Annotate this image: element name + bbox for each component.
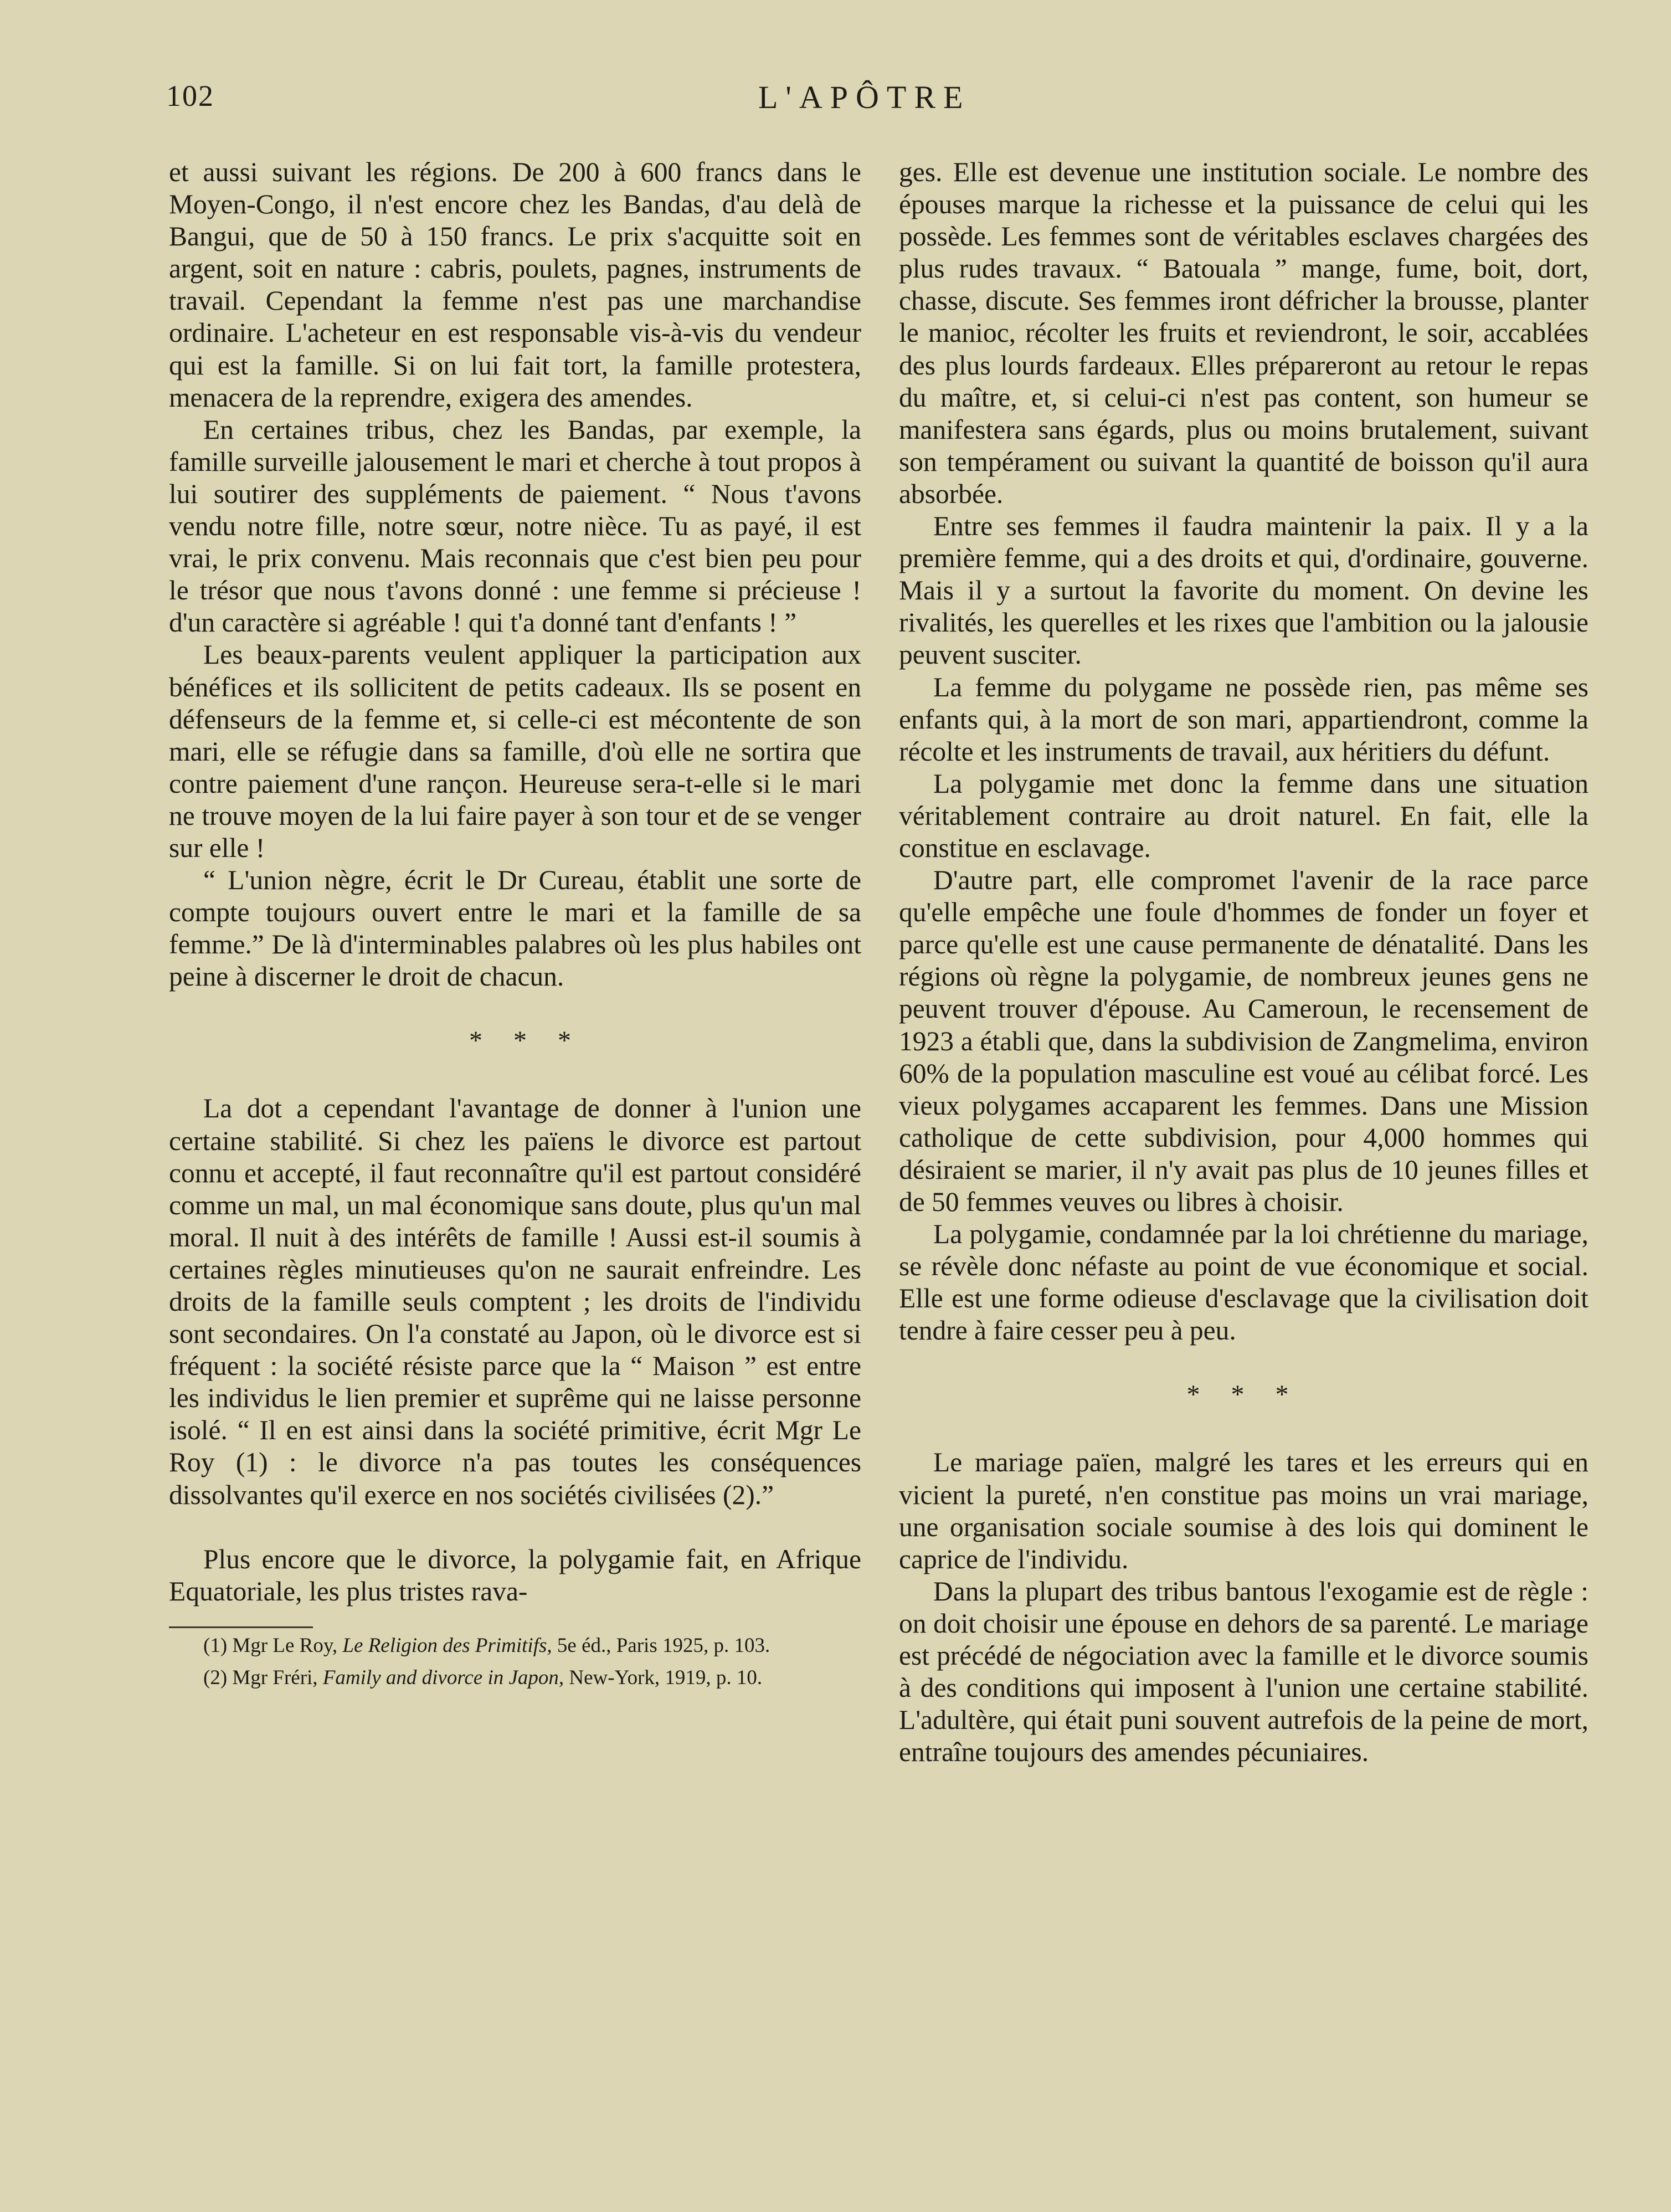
footnote-title: Le Religion des Primitifs, (342, 1634, 552, 1657)
paragraph: Dans la plupart des tribus bantous l'exogamie est de règle : on doit choisir une épouse en dehors de sa parenté. Le mariage est précédé de négociation avec la famille et le divorce soumis à des conditions qui imposent à l'union une certaine stabilité. L'adultère, qui était puni souvent autrefois de la peine de mort, entraîne toujours des amendes pécuniaires. (899, 1575, 1588, 1768)
footnote-rest: New-York, 1919, p. 10. (569, 1666, 763, 1689)
footnote-number: (1) (203, 1634, 228, 1657)
page-header (166, 79, 1562, 117)
footnote-author: Mgr Fréri, (232, 1666, 318, 1689)
running-title: L'APÔTRE (758, 79, 971, 115)
footnote-title: Family and divorce in Japon, (322, 1666, 564, 1689)
paragraph: Entre ses femmes il faudra maintenir la paix. Il y a la première femme, qui a des droits et qui, d'ordinaire, gouverne. Mais il y a surtout la favorite du moment. On devine les rivalités, les querelles et les rixes que l'ambition ou la jalousie peuvent susciter. (899, 511, 1588, 670)
footnote (169, 1634, 861, 1658)
footnote-author: Mgr Le Roy, (232, 1634, 338, 1657)
paragraph: et aussi suivant les régions. De 200 à 600 francs dans le Moyen-Congo, il n'est encore chez les Bandas, d'au delà de Bangui, que de 50 à 150 francs. Le prix s'acquitte soit en argent, soit en nature : cabris, poulets, pagnes, instruments de travail. Cependant la femme n'est pas une marchandise ordinaire. L'acheteur en est responsable vis-à-vis du vendeur qui est la famille. Si on lui fait tort, la famille protestera, menacera de la reprendre, exigera des amendes. (169, 157, 861, 413)
paragraph: Les beaux-parents veulent appliquer la participation aux bénéfices et ils sollicitent de petits cadeaux. Ils se posent en défenseurs de la femme et, si celle-ci est mécontente de son mari, elle se réfugie dans sa famille, d'où elle ne sortira que contre paiement d'une rançon. Heureuse sera-t-elle si le mari ne trouve moyen de la lui faire payer à son tour et de se venger sur elle ! (169, 639, 861, 863)
footnote-number: (2) (203, 1666, 228, 1689)
section-separator: * * * (469, 1026, 583, 1056)
paragraph: La femme du polygame ne possède rien, pas même ses enfants qui, à la mort de son mari, appartiendront, comme la récolte et les instruments de travail, aux héritiers du défunt. (899, 671, 1588, 767)
paragraph: La polygamie, condamnée par la loi chrétienne du mariage, se révèle donc néfaste au point de vue économique et social. Elle est une forme odieuse d'esclavage que la civilisation doit tendre à faire cesser peu à peu. (899, 1219, 1588, 1346)
paragraph: En certaines tribus, chez les Bandas, par exemple, la famille surveille jalousement le mari et cherche à tout propos à lui soutirer des suppléments de paiement. “ Nous t'avons vendu notre fille, notre sœur, notre nièce. Tu as payé, il est vrai, le prix convenu. Mais reconnais que c'est bien peu pour le trésor que nous t'avons donné : une femme si précieuse ! d'un caractère si agréable ! qui t'a donné tant d'enfants ! ” (169, 414, 861, 638)
paragraph: D'autre part, elle compromet l'avenir de la race parce qu'elle empêche une foule d'hommes de fonder un foyer et parce qu'elle est une cause permanente de dénatalité. Dans les régions où règne la polygamie, de nombreux jeunes gens ne peuvent trouver d'épouse. Au Cameroun, le recensement de 1923 a établi que, dans la subdivision de Zangmelima, environ 60% de la population masculine est voué au célibat forcé. Les vieux polygames accaparent les femmes. Dans une Mission catholique de cette subdivision, pour 4,000 hommes qui désiraient se marier, il n'y avait pas plus de 10 jeunes filles et de 50 femmes veuves ou libres à choisir. (899, 865, 1588, 1217)
paragraph: La dot a cependant l'avantage de donner à l'union une certaine stabilité. Si chez les païens le divorce est partout connu et accepté, il faut reconnaître qu'il est partout considéré comme un mal, un mal économique sans doute, plus qu'un mal moral. Il nuit à des intérêts de famille ! Aussi est-il soumis à certaines règles minutieuses qu'on ne saurait enfreindre. Les droits de la famille seuls comptent ; les droits de l'individu sont secondaires. On l'a constaté au Japon, où le divorce est si fréquent : la société résiste parce que la “ Maison ” est entre les individus le lien premier et suprême qui ne laisse personne isolé. “ Il en est ainsi dans la société primitive, écrit Mgr Le Roy (1) : le divorce n'a pas toutes les conséquences dissolvantes qu'il exerce en nos sociétés civilisées (2).” (169, 1093, 861, 1510)
section-separator: * * * (1186, 1380, 1301, 1410)
paragraph: Le mariage païen, malgré les tares et les erreurs qui en vicient la pureté, n'en constitue pas moins un vrai mariage, une organisation sociale soumise à des lois qui dominent le caprice de l'individu. (899, 1447, 1588, 1574)
paragraph: La polygamie met donc la femme dans une situation véritablement contraire au droit naturel. En fait, elle la constitue en esclavage. (899, 768, 1588, 863)
paragraph: “ L'union nègre, écrit le Dr Cureau, établit une sorte de compte toujours ouvert entre le mari et la famille de sa femme.” De là d'interminables palabres où les plus habiles ont peine à discerner le droit de chacun. (169, 865, 861, 992)
paragraph-gap (169, 1511, 861, 1543)
footnote-rest: 5e éd., Paris 1925, p. 103. (557, 1634, 770, 1657)
right-column (899, 156, 1588, 1768)
paragraph: ges. Elle est devenue une institution sociale. Le nombre des épouses marque la richesse et la puissance de celui qui les possède. Les femmes sont de véritables esclaves chargées des plus rudes travaux. “ Batouala ” mange, fume, boit, dort, chasse, discute. Ses femmes iront défricher la brousse, planter le manioc, récolter les fruits et reviendront, le soir, accablées des plus lourds fardeaux. Elles prépareront au retour le repas du maître, et, si celui-ci n'est pas content, son humeur se manifestera sans égards, plus ou moins brutalement, suivant son tempérament ou suivant la quantité de boisson qu'il aura absorbée. (899, 157, 1588, 509)
paragraph: Plus encore que le divorce, la polygamie fait, en Afrique Equatoriale, les plus tristes rava- (169, 1543, 861, 1607)
left-column (169, 156, 861, 1698)
footnote (169, 1666, 861, 1690)
footnote-rule (169, 1626, 313, 1628)
footnotes (169, 1634, 861, 1690)
page-number: 102 (166, 79, 214, 112)
